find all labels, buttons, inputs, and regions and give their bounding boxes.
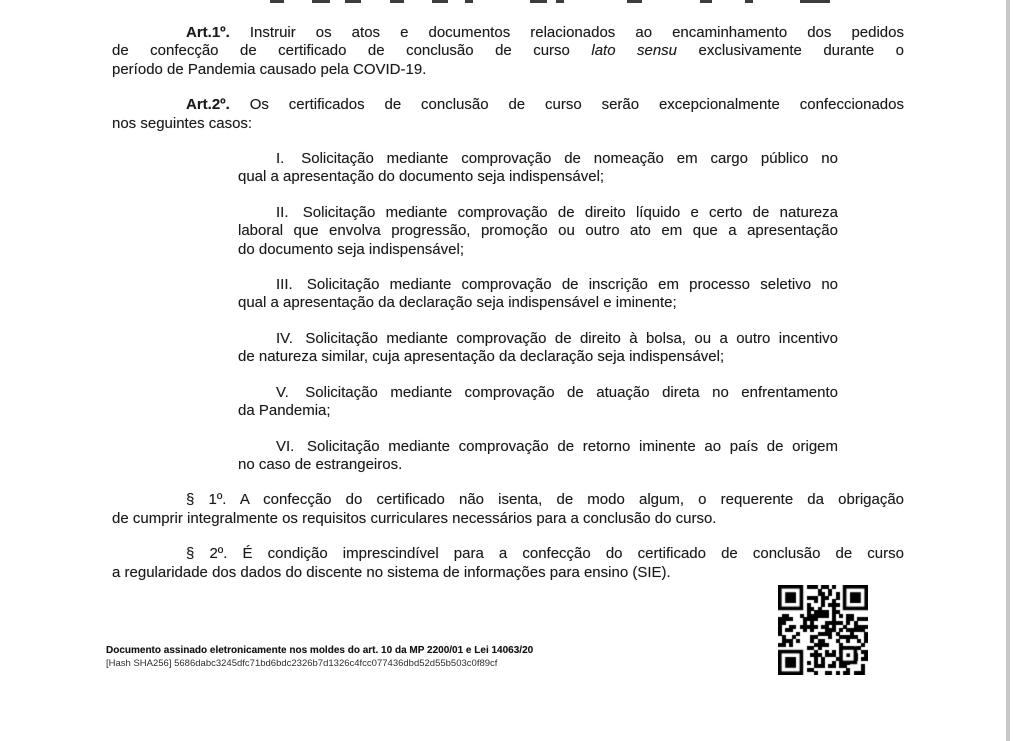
clipped-text-remnant <box>432 0 448 3</box>
text-line <box>238 150 838 168</box>
item-II <box>238 204 838 259</box>
item-text: no caso de estrangeiros. <box>238 455 403 473</box>
qr-code <box>778 585 868 675</box>
text-line <box>238 168 838 186</box>
text-line <box>112 115 904 133</box>
item-I <box>238 150 838 187</box>
item-numeral: IV. <box>276 329 293 347</box>
paragraph-label: § 2º. <box>186 545 228 563</box>
article-text: Os certificados de conclusão de curso serão excepcionalmente confeccionados <box>249 96 904 114</box>
item-text: qual a apresentação do documento seja indispensável; <box>238 168 605 186</box>
clipped-text-remnant <box>530 0 547 3</box>
item-III <box>238 276 838 313</box>
signature-footer <box>106 645 533 670</box>
paragraph-text: a regularidade dos dados do discente no sistema de informações para ensino (SIE). <box>112 563 671 581</box>
paragraph-2 <box>112 545 904 582</box>
text-line <box>238 330 838 348</box>
page-edge-line <box>1006 0 1010 741</box>
text-line <box>238 276 838 294</box>
item-text: laboral que envolva progressão, promoção ou outro ato em que a apresentação <box>238 222 838 240</box>
item-text: Solicitação mediante comprovação de direito à bolsa, ou a outro incentivo <box>305 329 838 347</box>
signature-line: Documento assinado eletronicamente nos moldes do art. 10 da MP 2200/01 e Lei 14063/20 <box>106 645 534 656</box>
item-text: da Pandemia; <box>238 402 331 420</box>
clipped-text-remnant <box>700 0 712 3</box>
paragraph-label: § 1º. <box>186 491 227 509</box>
article-label: Art.2º. <box>186 96 230 114</box>
item-text: Solicitação mediante comprovação de direito líquido e certo de natureza <box>302 203 838 221</box>
item-text: Solicitação mediante comprovação de atuação direta no enfrentamento <box>305 383 839 401</box>
text-line <box>238 402 838 420</box>
items-list <box>112 150 904 474</box>
article-text: Instruir os atos e documentos relacionados ao encaminhamento dos pedidos <box>249 24 904 41</box>
text-line <box>112 24 904 42</box>
paragraph-text: A confecção do certificado não isenta, de modo algum, o requerente da obrigação <box>239 491 905 509</box>
text-line <box>238 456 838 474</box>
clipped-text-remnant <box>312 0 330 3</box>
article-text: de confecção de certificado de conclusão de curso <box>112 42 570 60</box>
item-text: Solicitação mediante comprovação de retorno iminente ao país de origem <box>307 437 839 455</box>
text-line <box>238 222 838 240</box>
clipped-text-remnant <box>556 0 564 3</box>
hash-line: [Hash SHA256] 5686dabc3245dfc71bd6bdc2326b7d1326c4fcc077436dbd52d55b503c0f89cf <box>106 658 498 669</box>
item-text: de natureza similar, cuja apresentação da declaração seja indispensável; <box>238 348 725 366</box>
text-line <box>112 42 904 60</box>
document-body <box>112 24 904 599</box>
item-text: Solicitação mediante comprovação de nomeação em cargo público no <box>301 150 838 168</box>
text-line <box>238 204 838 222</box>
text-line <box>112 564 904 582</box>
item-numeral: V. <box>276 383 289 401</box>
text-line <box>238 294 838 312</box>
italic-term: lato sensu <box>591 42 678 60</box>
article-2-paragraph <box>112 96 904 133</box>
article-text: nos seguintes casos: <box>112 114 253 132</box>
text-line <box>112 61 904 79</box>
text-line <box>112 545 904 563</box>
clipped-text-remnant <box>745 0 753 3</box>
paragraph-1 <box>112 491 904 528</box>
article-text: período de Pandemia causado pela COVID-19. <box>112 60 427 78</box>
paragraph-text: de cumprir integralmente os requisitos curriculares necessários para a conclusão do curso. <box>112 509 717 527</box>
text-line <box>238 241 838 259</box>
item-IV <box>238 330 838 367</box>
item-numeral: VI. <box>276 437 295 455</box>
text-line <box>238 348 838 366</box>
item-V <box>238 384 838 421</box>
item-VI <box>238 438 838 475</box>
item-text: qual a apresentação da declaração seja indispensável e iminente; <box>238 294 677 312</box>
clipped-text-remnant <box>465 0 473 3</box>
text-line <box>112 510 904 528</box>
text-line <box>238 438 838 456</box>
item-numeral: III. <box>276 276 293 294</box>
text-line <box>112 491 904 509</box>
clipped-text-remnant <box>270 0 284 3</box>
item-numeral: I. <box>276 150 285 168</box>
paragraph-text: É condição imprescindível para a confecção do certificado de conclusão de curso <box>242 545 904 563</box>
clipped-text-remnant <box>627 0 642 3</box>
text-line <box>112 96 904 114</box>
article-1-paragraph <box>112 24 904 79</box>
item-numeral: II. <box>276 203 289 221</box>
article-text: exclusivamente durante o <box>698 42 905 60</box>
clipped-text-remnant <box>345 0 361 3</box>
item-text: do documento seja indispensável; <box>238 240 464 258</box>
text-line <box>238 384 838 402</box>
item-text: Solicitação mediante comprovação de inscrição em processo seletivo no <box>306 276 838 294</box>
clipped-text-remnant <box>800 0 830 3</box>
clipped-text-remnant <box>390 0 404 3</box>
article-label: Art.1º. <box>186 24 230 41</box>
